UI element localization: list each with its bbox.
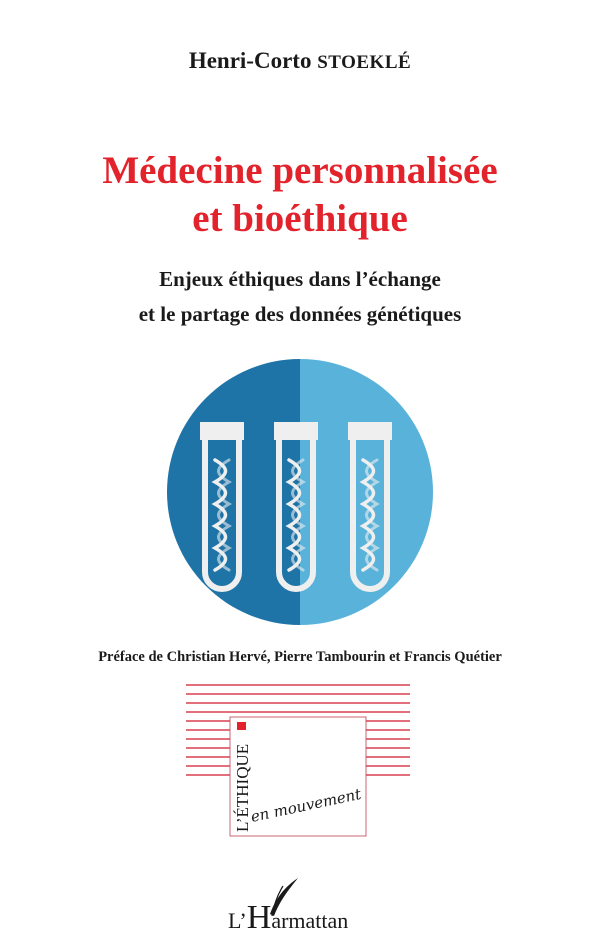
- author-first-name: Henri-Corto: [188, 48, 318, 73]
- publisher-prefix: L’: [228, 908, 247, 932]
- publisher-logo: [228, 872, 378, 932]
- author-name: [0, 48, 600, 74]
- subtitle-line-1: Enjeux éthiques dans l’échange: [159, 267, 441, 291]
- title-line-1: Médecine personnalisée: [102, 149, 498, 192]
- publisher-initial: H: [246, 899, 272, 932]
- collection-tagline: en mouvement: [249, 784, 363, 826]
- author-last-name: STOEKLÉ: [317, 52, 412, 73]
- book-title: [0, 147, 600, 243]
- test-tubes-dna-icon: [166, 358, 434, 626]
- publisher-rest: armattan: [271, 908, 349, 932]
- svg-text:L’Harmattan: [228, 899, 348, 932]
- collection-name: L’ÉTHIQUE: [233, 743, 252, 832]
- book-subtitle: [0, 262, 600, 332]
- preface-credits: Préface de Christian Hervé, Pierre Tambourin et Francis Quétier: [98, 649, 502, 665]
- subtitle-line-2: et le partage des données génétiques: [138, 302, 462, 326]
- title-line-2: et bioéthique: [192, 197, 408, 240]
- collection-logo: [186, 682, 418, 842]
